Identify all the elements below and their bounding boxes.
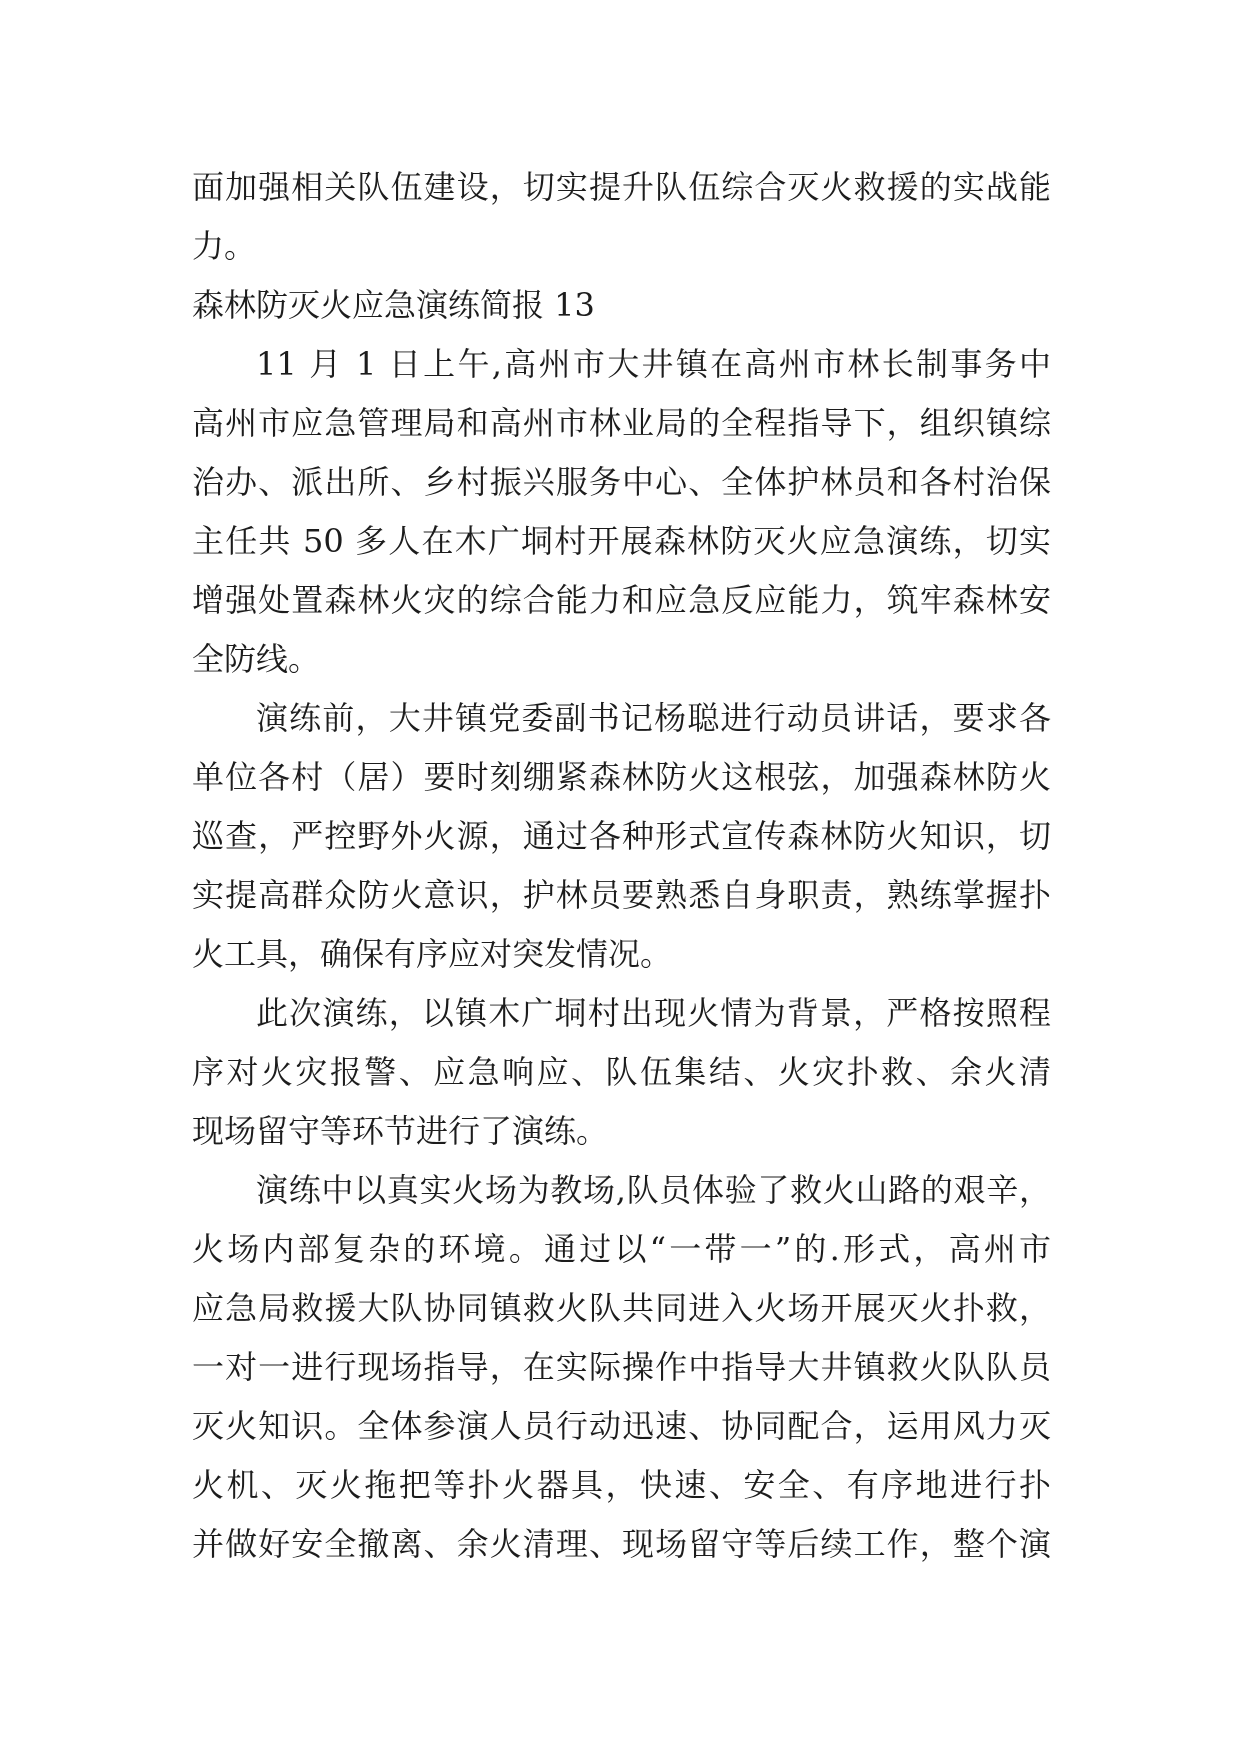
text-line: 高州市应急管理局和高州市林业局的全程指导下，组织镇综 xyxy=(192,404,1051,442)
text-line: 巡查，严控野外火源，通过各种形式宣传森林防火知识，切 xyxy=(192,817,1051,855)
paragraph xyxy=(192,1161,1051,1574)
text-line: 实提高群众防火意识，护林员要熟悉自身职责，熟练掌握扑 xyxy=(192,876,1051,914)
text-line: 力。 xyxy=(192,227,257,265)
document-body xyxy=(192,158,1051,1574)
text-line: 单位各村（居）要时刻绷紧森林防火这根弦，加强森林防火 xyxy=(192,758,1051,796)
paragraph xyxy=(192,689,1051,984)
text-line: 火工具，确保有序应对突发情况。 xyxy=(192,935,673,973)
text-line: 全防线。 xyxy=(192,640,321,678)
text-line: 11 月 1 日上午,高州市大井镇在高州市林长制事务中 xyxy=(256,345,1051,383)
text-line: 演练中以真实火场为教场,队员体验了救火山路的艰辛， xyxy=(256,1171,1051,1209)
text-line: 序对火灾报警、应急响应、队伍集结、火灾扑救、余火清 xyxy=(192,1053,1051,1091)
text-line: 火机、灭火拖把等扑火器具，快速、安全、有序地进行扑 xyxy=(192,1466,1051,1504)
paragraph xyxy=(192,335,1051,689)
continued-paragraph xyxy=(192,158,1051,276)
text-line: 主任共 50 多人在木广垌村开展森林防灭火应急演练，切实 xyxy=(192,522,1051,560)
text-line: 应急局救援大队协同镇救火队共同进入火场开展灭火扑救， xyxy=(192,1289,1051,1327)
section-heading xyxy=(192,276,1051,335)
text-line: 面加强相关队伍建设，切实提升队伍综合灭火救援的实战能 xyxy=(192,168,1051,206)
heading-text: 森林防灭火应急演练简报 13 xyxy=(192,286,595,324)
text-line: 一对一进行现场指导，在实际操作中指导大井镇救火队队员 xyxy=(192,1348,1051,1386)
text-line: 增强处置森林火灾的综合能力和应急反应能力，筑牢森林安 xyxy=(192,581,1051,619)
text-line: 火场内部复杂的环境。通过以“一带一”的.形式，高州市 xyxy=(192,1230,1051,1268)
text-line: 此次演练，以镇木广垌村出现火情为背景，严格按照程 xyxy=(256,994,1051,1032)
text-line: 灭火知识。全体参演人员行动迅速、协同配合，运用风力灭 xyxy=(192,1407,1051,1445)
text-line: 并做好安全撤离、余火清理、现场留守等后续工作，整个演 xyxy=(192,1525,1051,1563)
text-line: 现场留守等环节进行了演练。 xyxy=(192,1112,609,1150)
text-line: 治办、派出所、乡村振兴服务中心、全体护林员和各村治保 xyxy=(192,463,1051,501)
paragraph xyxy=(192,984,1051,1161)
text-line: 演练前，大井镇党委副书记杨聪进行动员讲话，要求各 xyxy=(256,699,1051,737)
